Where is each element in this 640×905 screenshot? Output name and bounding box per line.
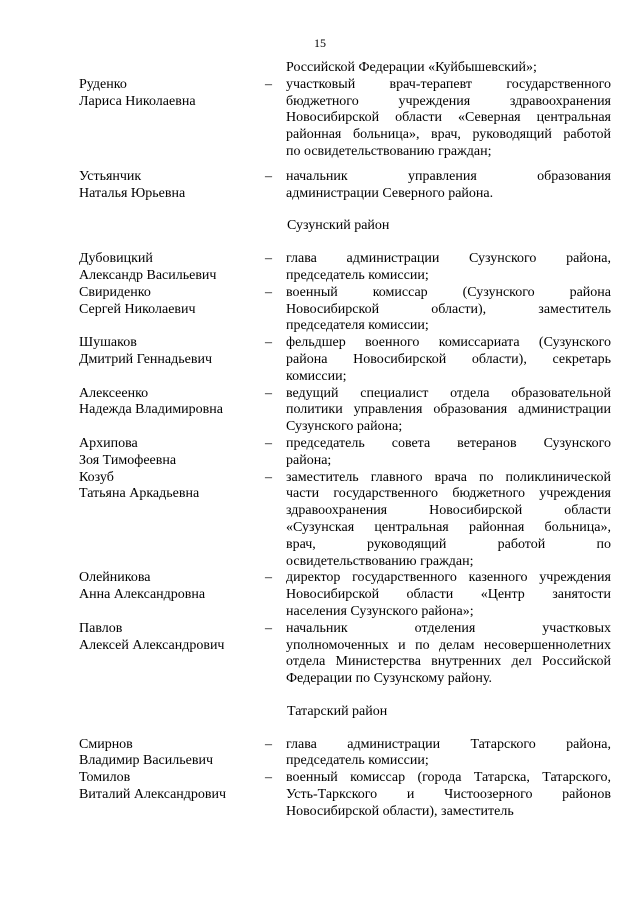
member-last-name: Смирнов (79, 736, 133, 752)
description-line: отдела Министерства внутренних дел Российской (286, 654, 611, 670)
description-line: заместитель главного врача по поликлинической (286, 469, 611, 485)
member-first-name: Виталий Александрович (79, 787, 227, 803)
member-first-name: Зоя Тимофеевна (79, 452, 177, 468)
dash-separator: – (265, 736, 272, 752)
member-position (286, 386, 611, 436)
member-row (79, 169, 611, 203)
dash-separator: – (265, 570, 272, 586)
dash-separator: – (265, 435, 272, 451)
description-line: военный комиссар (Сузунского района (286, 284, 611, 300)
member-row (79, 770, 611, 820)
description-line: Усть-Таркского и Чистоозерного районов (286, 787, 611, 803)
dash-separator: – (265, 284, 272, 300)
description-line: Новосибирской области), заместитель (286, 301, 611, 317)
description-line: глава администрации Татарского района, (286, 736, 611, 752)
member-position (286, 251, 611, 285)
member-first-name: Наталья Юрьевна (79, 185, 186, 201)
member-name (79, 285, 265, 335)
member-last-name: Томилов (79, 770, 131, 786)
description-line: части государственного бюджетного учреждения (286, 486, 611, 502)
member-row (79, 285, 611, 335)
member-name (79, 770, 265, 820)
description-line: врач, руководящий работой по (286, 536, 611, 552)
member-position (286, 570, 611, 620)
member-row (79, 436, 611, 470)
member-name (79, 386, 265, 436)
description-line: председателя комиссии; (286, 318, 429, 334)
description-line: председатель комиссии; (286, 753, 429, 769)
member-first-name: Татьяна Аркадьевна (79, 486, 200, 502)
description-line: ведущий специалист отдела образовательной (286, 385, 611, 401)
member-position (286, 737, 611, 771)
description-line: Новосибирской области), заместитель (286, 803, 514, 819)
member-name (79, 570, 265, 620)
description-line: Российской Федерации «Куйбышевский»; (286, 60, 537, 75)
description-line: председатель совета ветеранов Сузунского (286, 435, 611, 451)
member-position (286, 770, 611, 820)
member-last-name: Свириденко (79, 284, 151, 300)
dash-separator: – (265, 168, 272, 184)
description-line: директор государственного казенного учреждения (286, 570, 611, 586)
description-line: администрации Северного района. (286, 185, 494, 201)
member-name (79, 436, 265, 470)
description-line: военный комиссар (города Татарска, Татарского, (286, 770, 611, 786)
description-line: комиссии; (286, 368, 347, 384)
dash-separator: – (265, 335, 272, 351)
member-first-name: Дмитрий Геннадьевич (79, 351, 212, 367)
member-first-name: Анна Александровна (79, 587, 206, 603)
description-line: политики управления образования администрации (286, 402, 611, 418)
member-name (79, 470, 265, 571)
member-last-name: Алексеенко (79, 385, 149, 401)
member-first-name: Надежда Владимировна (79, 402, 223, 418)
member-row (79, 470, 611, 571)
dash-separator: – (265, 620, 272, 636)
description-line: начальник отделения участковых (286, 620, 611, 636)
continuation-text (286, 60, 611, 77)
description-line: освидетельствованию граждан; (286, 553, 474, 569)
description-line: глава администрации Сузунского района, (286, 251, 611, 267)
description-line: Сузунского района; (286, 419, 403, 435)
description-line: Новосибирской области «Центр занятости (286, 587, 611, 603)
dash-empty (265, 60, 286, 77)
description-line: Новосибирской области «Северная центральная (286, 110, 611, 126)
member-name (79, 251, 265, 285)
member-first-name: Александр Васильевич (79, 267, 217, 283)
member-row (79, 621, 611, 688)
commission-list (79, 60, 611, 821)
description-line: «Сузунская центральная районная больница», (286, 519, 611, 535)
description-line: фельдшер военного комиссариата (Сузунского (286, 335, 611, 351)
district-heading: Сузунский район (287, 218, 390, 234)
description-line: района Новосибирской области), секретарь (286, 351, 611, 367)
member-position (286, 335, 611, 385)
description-line: районная больница», врач, руководящий работой (286, 127, 611, 143)
member-first-name: Владимир Васильевич (79, 753, 213, 769)
member-position (286, 285, 611, 335)
member-name (79, 737, 265, 771)
member-last-name: Шушаков (79, 335, 137, 351)
member-row (79, 737, 611, 771)
member-row (79, 386, 611, 436)
dash-separator: – (265, 469, 272, 485)
member-position (286, 436, 611, 470)
member-first-name: Лариса Николаевна (79, 93, 196, 109)
description-line: председатель комиссии; (286, 267, 429, 283)
name-cell-empty (79, 60, 265, 77)
member-name (79, 77, 265, 161)
member-last-name: Дубовицкий (79, 251, 153, 267)
description-line: населения Сузунского района»; (286, 603, 474, 619)
member-position (286, 77, 611, 161)
description-line: Федерации по Сузунскому району. (286, 671, 493, 687)
dash-separator: – (265, 770, 272, 786)
description-line: уполномоченных и по делам несовершеннолетних (286, 637, 611, 653)
member-first-name: Алексей Александрович (79, 637, 225, 653)
member-row (79, 77, 611, 161)
dash-separator: – (265, 76, 272, 92)
member-name (79, 621, 265, 688)
description-line: начальник управления образования (286, 168, 611, 184)
member-position (286, 470, 611, 571)
member-last-name: Олейникова (79, 570, 151, 586)
page-number: 15 (314, 36, 326, 50)
description-line: бюджетного учреждения здравоохранения (286, 93, 611, 109)
member-row (79, 251, 611, 285)
description-line: района; (286, 452, 332, 468)
description-line: по освидетельствованию граждан; (286, 143, 492, 159)
member-position (286, 621, 611, 688)
member-row (79, 570, 611, 620)
member-last-name: Архипова (79, 435, 138, 451)
member-last-name: Устьянчик (79, 168, 142, 184)
district-heading: Татарский район (287, 703, 388, 719)
member-last-name: Козуб (79, 469, 114, 485)
dash-separator: – (265, 251, 272, 267)
member-last-name: Павлов (79, 620, 123, 636)
member-name (79, 169, 265, 203)
dash-separator: – (265, 385, 272, 401)
description-line: здравоохранения Новосибирской области (286, 503, 611, 519)
member-first-name: Сергей Николаевич (79, 301, 196, 317)
member-position (286, 169, 611, 203)
member-row (79, 335, 611, 385)
continuation-row (79, 60, 611, 77)
member-last-name: Руденко (79, 76, 127, 92)
member-name (79, 335, 265, 385)
description-line: участковый врач-терапевт государственного (286, 76, 611, 92)
